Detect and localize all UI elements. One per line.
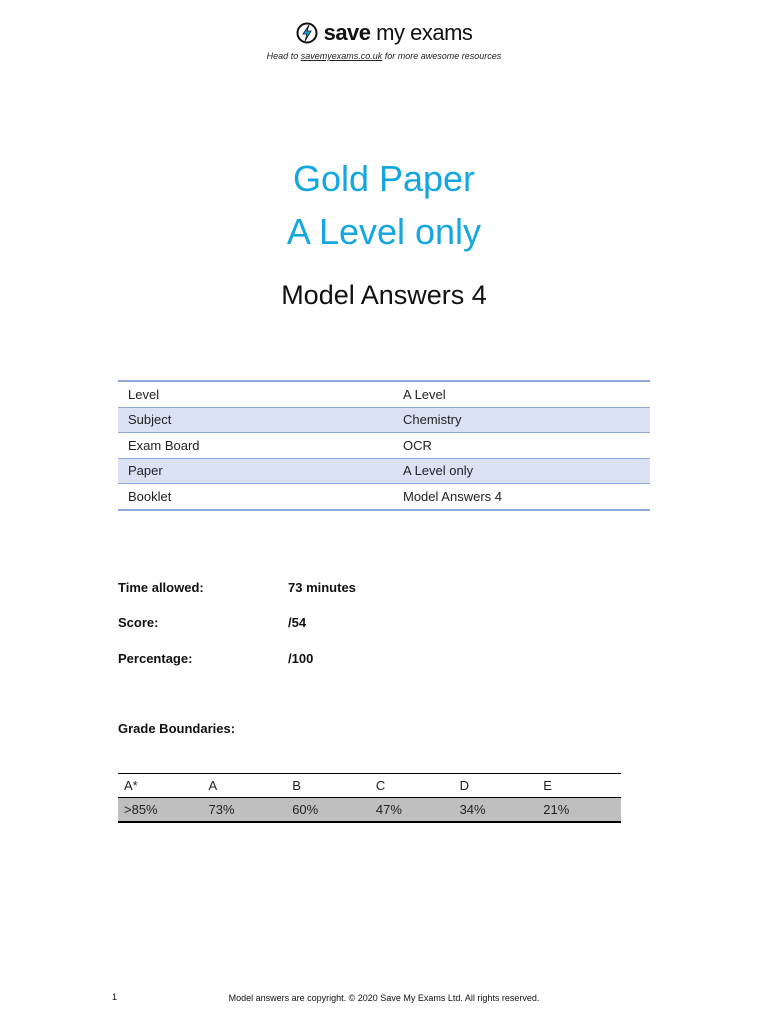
percentage-value: /100 — [288, 651, 314, 666]
subtitle: Model Answers 4 — [281, 280, 487, 310]
percentage — [118, 651, 314, 666]
score-label: Score: — [118, 615, 159, 630]
info-value: A Level only — [393, 458, 650, 484]
time-allowed — [118, 580, 356, 595]
grade-value: >85% — [118, 798, 203, 823]
logo-text: save my exams — [323, 20, 473, 45]
page-number: 1 — [112, 992, 118, 1002]
info-row-booklet — [118, 484, 650, 510]
info-value: Chemistry — [393, 407, 650, 433]
time-label: Time allowed: — [118, 580, 204, 595]
grade-header: A* — [124, 778, 138, 793]
grade-boundaries-table — [118, 773, 621, 823]
info-row-exam-board — [118, 433, 650, 459]
info-value: Model Answers 4 — [403, 488, 502, 504]
grade-value: 60% — [286, 798, 370, 823]
title-line-2: A Level only — [286, 211, 482, 252]
info-row-subject — [118, 407, 650, 433]
grade-header: A — [208, 778, 218, 793]
info-label: Level — [128, 386, 160, 402]
copyright-footer: Model answers are copyright. © 2020 Save My Exams Ltd. All rights reserved. — [228, 993, 540, 1003]
grade-values-row — [118, 798, 621, 823]
grade-boundaries-label: Grade Boundaries: — [118, 721, 236, 736]
percentage-label: Percentage: — [118, 651, 193, 666]
info-value: OCR — [403, 437, 432, 453]
grade-header: B — [292, 778, 301, 793]
title-line-1: Gold Paper — [292, 158, 476, 199]
score-value: /54 — [288, 615, 307, 630]
info-label: Subject — [118, 407, 393, 433]
info-table — [118, 380, 650, 511]
savemyexams-link[interactable]: savemyexams.co.uk — [300, 51, 383, 61]
info-row-level — [118, 381, 650, 407]
grade-value: 34% — [454, 798, 538, 823]
info-label: Paper — [118, 458, 393, 484]
grade-header: C — [375, 778, 386, 793]
info-row-paper — [118, 458, 650, 484]
grade-header: D — [459, 778, 469, 793]
score — [118, 615, 307, 630]
info-label: Exam Board — [128, 437, 200, 453]
grade-header-row — [118, 774, 621, 798]
info-value: A Level — [403, 386, 446, 402]
grade-value: 21% — [537, 798, 621, 823]
grade-value: 73% — [203, 798, 287, 823]
logo — [0, 20, 768, 49]
tagline: Head to savemyexams.co.uk for more awesome resources — [266, 51, 502, 61]
lightning-bolt-icon — [296, 22, 318, 44]
time-value: 73 minutes — [288, 580, 356, 595]
grade-value: 47% — [370, 798, 454, 823]
grade-header: E — [543, 778, 552, 793]
info-label: Booklet — [128, 488, 172, 504]
